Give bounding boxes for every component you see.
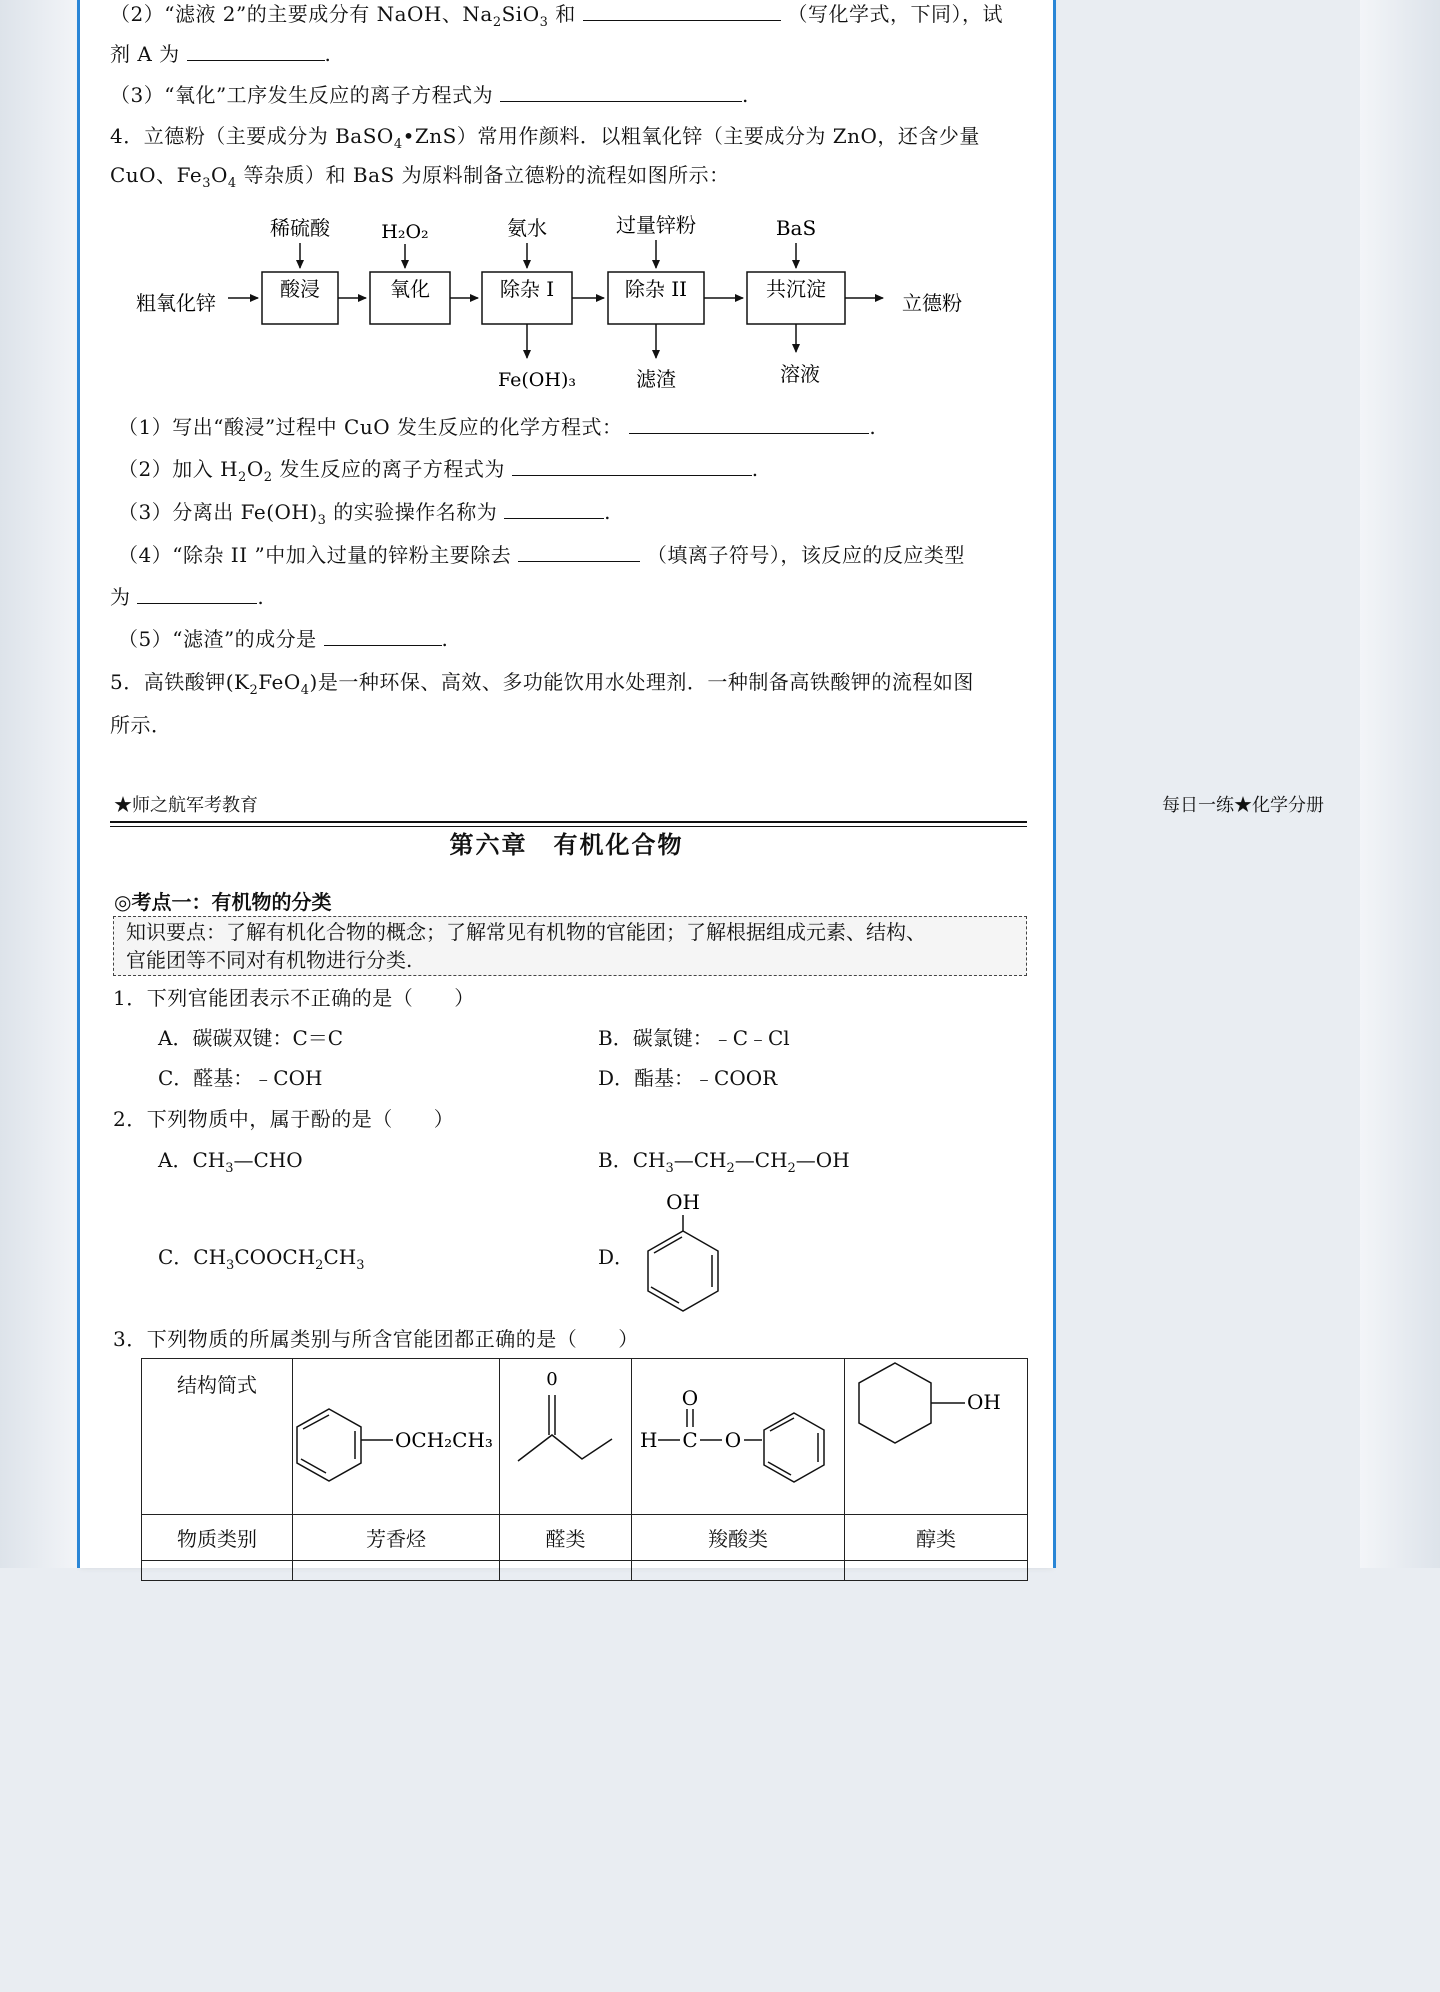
butanone-structure	[500, 1359, 631, 1509]
header-left: ★师之航军考教育	[114, 795, 258, 816]
mc3-row3-cell	[632, 1561, 845, 1581]
mc3-struct-cell-1	[293, 1359, 500, 1515]
mc2-option-a: A．$CH_3—CHO$	[158, 1148, 303, 1176]
mc3-row2-label: 物质类别	[142, 1515, 293, 1561]
exam-point-heading: ◎考点一：有机物的分类	[114, 890, 332, 914]
header-rule-thick	[110, 821, 1027, 823]
q3-part2-cont: 剂 A 为 .	[110, 42, 332, 66]
flow-step-label: 共沉淀	[766, 277, 826, 301]
lithopone-flow-diagram	[0, 0, 1133, 400]
flow-reagent-label: 过量锌粉	[616, 213, 696, 237]
flow-reagent-label: 氨水	[507, 216, 547, 240]
chapter-title: 第六章 有机化合物	[449, 830, 684, 859]
q4-sub2: （2）加入 $H_2O_2$ 发生反应的离子方程式为 .	[118, 457, 759, 485]
q4-intro-line1: 4．立德粉（主要成分为 BaSO$_4$•ZnS）常用作颜料．以粗氧化锌（主要成分为 ZnO，还含少量	[110, 124, 980, 152]
ether-group-label: OCH₂CH₃	[395, 1428, 493, 1452]
flow-step-label: 酸浸	[280, 277, 320, 301]
q5-line1: 5．高铁酸钾$(K_2FeO_4)$是一种环保、高效、多功能饮用水处理剂．一种制备高铁酸钾的流程如图	[110, 670, 974, 698]
knowledge-line1: 知识要点：了解有机化合物的概念；了解常见有机物的官能团；了解根据组成元素、结构、	[126, 920, 926, 944]
mc1-stem: 1．下列官能团表示不正确的是（ ）	[113, 986, 475, 1010]
mc3-category: 芳香烃	[293, 1515, 500, 1561]
phenol-oh-label: OH	[666, 1190, 700, 1214]
mc1-option-c: C．醛基：﹣COH	[158, 1066, 323, 1090]
flow-reagent-label: BaS	[775, 216, 817, 240]
mc2-stem: 2．下列物质中，属于酚的是（ ）	[113, 1107, 455, 1131]
mc3-row1-label: 结构简式	[142, 1359, 293, 1515]
flow-step-label: 除杂 II	[624, 277, 688, 301]
cyclohexanol-oh-label: OH	[967, 1390, 1001, 1414]
q4-sub5: （5）“滤渣”的成分是 .	[118, 627, 449, 651]
mc3-row3-cell	[293, 1561, 500, 1581]
mc3-row3-cell	[845, 1561, 1028, 1581]
right-backdrop	[1360, 0, 1440, 1568]
q4-sub1: （1）写出“酸浸”过程中 CuO 发生反应的化学方程式： .	[118, 415, 877, 439]
flow-input-label: 粗氧化锌	[136, 291, 216, 315]
carbonyl-o-label: 0	[546, 1369, 558, 1390]
q3-part2-line: （2）“滤液 2”的主要成分有 NaOH、$Na_2SiO_3$ 和 （写化学式，下同），试	[110, 2, 1003, 30]
q3-part3-line: （3）“氧化”工序发生反应的离子方程式为 .	[110, 83, 749, 107]
mc2-option-d: D．	[598, 1245, 635, 1269]
flow-product-label: 溶液	[780, 362, 820, 386]
phenyl-ethyl-ether-structure	[293, 1359, 499, 1509]
phenyl-formate-structure	[632, 1359, 844, 1509]
mc3-row3-cell	[500, 1561, 632, 1581]
phenol-structure	[620, 1185, 730, 1320]
header-right: 每日一练★化学分册	[1162, 795, 1324, 816]
formate-top-o: O	[681, 1386, 699, 1410]
mc2-option-b: B．$CH_3—CH_2—CH_2—OH$	[598, 1148, 850, 1176]
flow-product-label: Fe(OH)₃	[498, 369, 576, 391]
knowledge-line2: 官能团等不同对有机物进行分类.	[126, 948, 413, 972]
mc3-table	[141, 1358, 1028, 1581]
q4-sub4-cont: 为 .	[110, 585, 265, 609]
flow-product-label: 滤渣	[636, 367, 676, 391]
flow-step-label: 氧化	[390, 277, 430, 301]
mc3-stem: 3．下列物质的所属类别与所含官能团都正确的是（ ）	[113, 1327, 639, 1351]
mc1-option-d: D．酯基：﹣COOR	[598, 1066, 778, 1090]
q4-sub3: （3）分离出 $Fe(OH)_3$ 的实验操作名称为 .	[118, 500, 612, 528]
mc2-option-c: C．$CH_3COOCH_2CH_3$	[158, 1245, 365, 1273]
mc1-option-a: A．碳碳双键：C＝C	[158, 1026, 344, 1050]
q4-intro-line2: CuO、$Fe_3O_4$ 等杂质）和 BaS 为原料制备立德粉的流程如图所示：	[110, 163, 730, 191]
mc3-category: 羧酸类	[632, 1515, 845, 1561]
knowledge-box	[113, 916, 1027, 976]
flow-output-label: 立德粉	[902, 291, 962, 315]
q4-sub4: （4）“除杂 II ”中加入过量的锌粉主要除去 （填离子符号），该反应的反应类型	[118, 543, 965, 567]
formate-o: O	[724, 1428, 742, 1452]
formate-h: H	[640, 1428, 658, 1452]
mc3-struct-cell-2	[500, 1359, 632, 1515]
flow-reagent-label: 稀硫酸	[270, 216, 330, 240]
q5-line2: 所示．	[110, 713, 172, 737]
flow-step-label: 除杂 I	[499, 277, 555, 301]
flow-reagent-label: H₂O₂	[381, 221, 429, 243]
mc1-option-b: B．碳氯键：﹣C﹣Cl	[598, 1026, 790, 1050]
header-rule-thin	[110, 826, 1027, 827]
mc3-struct-cell-3	[632, 1359, 845, 1515]
formate-c: C	[682, 1428, 698, 1452]
mc3-row3-cell	[142, 1561, 293, 1581]
cyclohexanol-structure	[845, 1359, 1027, 1509]
mc3-category: 醇类	[845, 1515, 1028, 1561]
mc3-category: 醛类	[500, 1515, 632, 1561]
mc3-struct-cell-4	[845, 1359, 1028, 1515]
